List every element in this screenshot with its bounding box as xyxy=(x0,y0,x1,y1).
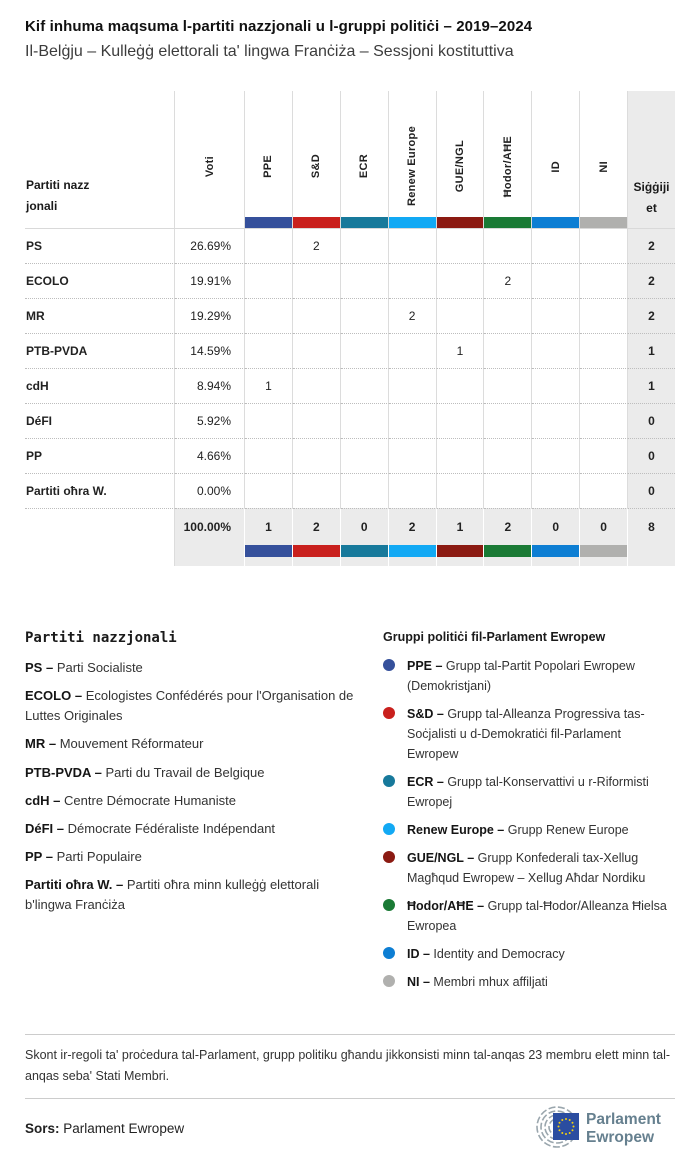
totals-seat-value: 0 xyxy=(360,520,368,534)
party-name: Parti du Travail de Belgique xyxy=(105,764,265,780)
seat-cell xyxy=(245,403,293,438)
group-name: Grupp tal-Alleanza Progressiva tas-Soċjalisti u d-Demokratiċi fil-Parlament Ewropew xyxy=(407,707,645,761)
group-desc xyxy=(407,944,565,964)
party-abbr: MR – xyxy=(25,736,57,752)
seat-cell: 2 xyxy=(484,263,532,298)
group-color-bar xyxy=(437,217,484,228)
legend-party-item xyxy=(25,686,363,726)
legend-political-groups xyxy=(383,630,675,1000)
party-abbr: PP – xyxy=(25,848,53,864)
legend-national-parties xyxy=(25,630,383,1000)
legend-group-item xyxy=(383,848,675,888)
totals-seat-cell xyxy=(389,508,437,566)
source-value: Parlament Ewropew xyxy=(63,1120,185,1136)
seat-cell xyxy=(532,403,580,438)
group-name: Grupp Renew Europe xyxy=(507,823,629,837)
group-abbr: PPE – xyxy=(407,659,443,673)
legend-group-item xyxy=(383,972,675,992)
party-cell: Partiti oħra W. xyxy=(25,473,175,508)
group-color-bar xyxy=(389,217,436,228)
seat-cell xyxy=(484,403,532,438)
column-header-party-label: Partiti nazzjonali xyxy=(26,177,90,214)
legend-group-item xyxy=(383,896,675,936)
seat-cell xyxy=(389,333,437,368)
totals-seat-value: 1 xyxy=(456,520,464,534)
totals-seat-value: 0 xyxy=(552,520,560,534)
group-desc xyxy=(407,772,675,812)
group-color-bar xyxy=(532,545,579,557)
party-name: Centre Démocrate Humaniste xyxy=(64,792,236,808)
seat-cell xyxy=(389,473,437,508)
group-label: Renew Europe xyxy=(406,126,419,207)
group-color-bar xyxy=(580,545,627,557)
total-seats-cell: 1 xyxy=(628,368,675,403)
group-color-bar xyxy=(532,217,579,228)
totals-seat-value: 0 xyxy=(600,520,607,534)
page-subtitle: Il-Belġju – Kulleġġ elettorali ta' lingwa Franċiża – Sessjoni kostituttiva xyxy=(25,43,514,60)
seat-cell xyxy=(341,438,389,473)
legend-party-item xyxy=(25,791,363,811)
seat-cell xyxy=(580,228,628,263)
party-name: Parti Socialiste xyxy=(56,660,143,675)
group-label: GUE/NGL xyxy=(453,140,466,193)
seat-cell xyxy=(437,403,485,438)
seat-cell: 2 xyxy=(293,228,341,263)
group-desc xyxy=(407,848,675,888)
seat-cell xyxy=(245,263,293,298)
seat-cell xyxy=(484,333,532,368)
seat-cell xyxy=(341,228,389,263)
logo-text-line1: Parlament xyxy=(586,1111,661,1129)
legend-party-item xyxy=(25,763,363,783)
totals-seat-cell xyxy=(580,508,628,566)
group-color-bar xyxy=(293,545,340,557)
group-desc xyxy=(407,972,548,992)
seat-cell xyxy=(389,368,437,403)
group-color-bar xyxy=(245,545,292,557)
party-name: Démocrate Fédéraliste Indépendant xyxy=(67,820,276,836)
legend-group-item xyxy=(383,820,675,840)
seat-cell xyxy=(532,473,580,508)
seat-cell xyxy=(532,263,580,298)
column-header-guengl xyxy=(437,91,485,228)
party-name: Ecologistes Confédérés pour l'Organisation de Luttes Originales xyxy=(25,688,354,724)
group-name: Grupp tal-Konservattivi u r-Riformisti Ewropej xyxy=(407,775,649,809)
party-cell: MR xyxy=(25,298,175,333)
legend-group-item xyxy=(383,944,675,964)
seat-cell xyxy=(341,333,389,368)
seat-cell xyxy=(245,473,293,508)
voti-cell: 26.69% xyxy=(175,228,245,263)
seat-cell xyxy=(532,333,580,368)
column-header-ppe xyxy=(245,91,293,228)
seat-cell xyxy=(580,403,628,438)
party-abbr: PS – xyxy=(25,660,54,675)
seat-cell xyxy=(437,263,485,298)
group-color-bar xyxy=(389,545,436,557)
column-header-sd xyxy=(293,91,341,228)
seat-cell xyxy=(484,228,532,263)
totals-seat-cell xyxy=(293,508,341,566)
seat-cell: 1 xyxy=(437,333,485,368)
legend-group-item xyxy=(383,656,675,696)
party-cell: DéFI xyxy=(25,403,175,438)
group-color-dot-icon xyxy=(383,975,395,987)
seat-cell xyxy=(389,403,437,438)
european-parliament-logo xyxy=(523,1105,675,1151)
seat-cell xyxy=(293,368,341,403)
seat-cell xyxy=(580,298,628,333)
totals-total-cell: 8 xyxy=(628,508,675,566)
group-label: Ħodor/AĦE xyxy=(501,135,514,198)
group-name: Membri mhux affiljati xyxy=(433,975,548,989)
seat-cell xyxy=(341,263,389,298)
seat-cell xyxy=(341,403,389,438)
seat-cell xyxy=(389,263,437,298)
voti-cell: 14.59% xyxy=(175,333,245,368)
seat-cell xyxy=(437,368,485,403)
group-label: ECR xyxy=(358,154,371,179)
seat-cell xyxy=(484,298,532,333)
totals-seat-cell xyxy=(437,508,485,566)
group-abbr: Ħodor/AĦE – xyxy=(407,899,485,913)
seat-cell xyxy=(245,228,293,263)
seat-cell xyxy=(437,228,485,263)
party-cell: PS xyxy=(25,228,175,263)
source-row xyxy=(25,1105,675,1151)
party-cell: ECOLO xyxy=(25,263,175,298)
column-header-ni xyxy=(580,91,628,228)
totals-empty-cell xyxy=(25,508,175,566)
group-color-dot-icon xyxy=(383,947,395,959)
seat-cell xyxy=(245,298,293,333)
party-name: Parti Populaire xyxy=(56,848,142,864)
group-label: PPE xyxy=(262,155,275,178)
legend-parties-heading: Partiti nazzjonali xyxy=(25,630,177,646)
group-color-bar xyxy=(484,545,531,557)
totals-voti-cell: 100.00% xyxy=(175,508,245,566)
seat-cell xyxy=(245,333,293,368)
group-color-dot-icon xyxy=(383,707,395,719)
group-abbr: ID – xyxy=(407,947,430,961)
total-seats-cell: 2 xyxy=(628,228,675,263)
group-color-bar xyxy=(293,217,340,228)
source-label: Sors: xyxy=(25,1120,60,1136)
legend-party-item xyxy=(25,847,363,867)
seat-cell xyxy=(532,438,580,473)
footnote-text: Skont ir-regoli ta' proċedura tal-Parlament, grupp politiku għandu jikkonsisti minn tal-anqas 23 membru elett minn tal-anqas seba' Stati Membri. xyxy=(25,1048,671,1083)
total-seats-cell: 2 xyxy=(628,263,675,298)
seat-cell xyxy=(341,473,389,508)
party-cell: PTB-PVDA xyxy=(25,333,175,368)
column-header-ecr xyxy=(341,91,389,228)
seat-cell xyxy=(293,263,341,298)
legend-group-item xyxy=(383,704,675,764)
party-name: Partiti oħra minn kulleġġ elettorali b'lingwa Franċiża xyxy=(25,877,320,913)
seat-cell xyxy=(293,403,341,438)
party-abbr: PTB-PVDA – xyxy=(25,764,102,780)
group-name: Grupp tal-Partit Popolari Ewropew (Demokristjani) xyxy=(407,659,635,693)
seat-cell xyxy=(484,438,532,473)
voti-cell: 5.92% xyxy=(175,403,245,438)
group-name: Identity and Democracy xyxy=(433,947,565,961)
source-text xyxy=(25,1121,184,1136)
group-abbr: NI – xyxy=(407,975,430,989)
seat-cell xyxy=(245,438,293,473)
seat-cell xyxy=(293,298,341,333)
group-desc xyxy=(407,704,675,764)
seat-cell xyxy=(293,438,341,473)
seat-cell xyxy=(437,438,485,473)
logo-text-line2: Ewropew xyxy=(586,1129,655,1147)
seat-cell xyxy=(341,368,389,403)
group-abbr: ECR – xyxy=(407,775,444,789)
group-name: Grupp tal-Ħodor/Alleanza Ħielsa Ewropea xyxy=(407,899,667,933)
legend-party-item xyxy=(25,819,363,839)
totals-seat-cell xyxy=(245,508,293,566)
group-desc xyxy=(407,656,675,696)
group-abbr: GUE/NGL – xyxy=(407,851,475,865)
totals-seat-value: 2 xyxy=(408,520,416,534)
column-header-party xyxy=(25,91,175,228)
group-color-bar xyxy=(341,217,388,228)
legend-party-item xyxy=(25,734,363,754)
eu-flag-icon xyxy=(553,1113,579,1140)
party-abbr: Partiti oħra W. – xyxy=(25,877,124,893)
group-label: ID xyxy=(549,160,562,173)
seat-cell xyxy=(389,438,437,473)
group-color-bar xyxy=(437,545,484,557)
seat-cell: 2 xyxy=(389,298,437,333)
group-label: S&D xyxy=(310,154,323,179)
group-label: NI xyxy=(597,160,610,173)
seat-cell xyxy=(580,438,628,473)
legend-party-item xyxy=(25,658,363,678)
results-table xyxy=(25,91,675,566)
total-seats-cell: 2 xyxy=(628,298,675,333)
totals-seat-cell xyxy=(484,508,532,566)
group-color-bar xyxy=(580,217,627,228)
seat-cell xyxy=(580,263,628,298)
totals-seat-cell xyxy=(532,508,580,566)
column-header-seats xyxy=(628,91,675,228)
totals-seat-cell xyxy=(341,508,389,566)
total-seats-cell: 0 xyxy=(628,438,675,473)
divider xyxy=(25,1034,675,1035)
group-abbr: S&D – xyxy=(407,707,444,721)
totals-seat-value: 2 xyxy=(312,520,320,534)
voti-cell: 19.91% xyxy=(175,263,245,298)
seat-cell xyxy=(437,298,485,333)
seat-cell xyxy=(484,473,532,508)
seat-cell xyxy=(580,333,628,368)
party-abbr: DéFI – xyxy=(25,820,65,836)
group-color-dot-icon xyxy=(383,899,395,911)
column-header-id xyxy=(532,91,580,228)
group-desc xyxy=(407,820,629,840)
seat-cell: 1 xyxy=(245,368,293,403)
group-color-dot-icon xyxy=(383,823,395,835)
seat-cell xyxy=(532,228,580,263)
legend-groups-heading: Gruppi politiċi fil-Parlament Ewropew xyxy=(383,630,606,644)
seat-cell xyxy=(532,298,580,333)
divider xyxy=(25,1098,675,1099)
party-abbr: cdH – xyxy=(25,792,61,808)
group-abbr: Renew Europe – xyxy=(407,823,505,837)
voti-cell: 19.29% xyxy=(175,298,245,333)
group-color-dot-icon xyxy=(383,659,395,671)
legend-section xyxy=(25,630,675,1000)
seat-cell xyxy=(341,298,389,333)
total-seats-cell: 0 xyxy=(628,403,675,438)
column-header-seats-label: Siġġijiet xyxy=(633,179,670,216)
column-header-voti-label: Voti xyxy=(203,155,216,178)
seat-cell xyxy=(580,368,628,403)
group-color-bar xyxy=(484,217,531,228)
group-color-bar xyxy=(341,545,388,557)
column-header-greens xyxy=(484,91,532,228)
totals-seat-value: 1 xyxy=(265,520,272,534)
voti-cell: 8.94% xyxy=(175,368,245,403)
group-desc xyxy=(407,896,675,936)
group-color-dot-icon xyxy=(383,851,395,863)
results-table-grid xyxy=(25,91,675,566)
seat-cell xyxy=(293,333,341,368)
seat-cell xyxy=(580,473,628,508)
legend-group-item xyxy=(383,772,675,812)
seat-cell xyxy=(532,368,580,403)
page-title: Kif inhuma maqsuma l-partiti nazzjonali u l-gruppi politiċi – 2019–2024 xyxy=(25,18,533,35)
party-cell: PP xyxy=(25,438,175,473)
voti-cell: 0.00% xyxy=(175,473,245,508)
seat-cell xyxy=(389,228,437,263)
group-color-bar xyxy=(245,217,292,228)
group-color-dot-icon xyxy=(383,775,395,787)
total-seats-cell: 0 xyxy=(628,473,675,508)
legend-party-item xyxy=(25,875,363,915)
column-header-voti xyxy=(175,91,245,228)
seat-cell xyxy=(484,368,532,403)
party-abbr: ECOLO – xyxy=(25,688,83,704)
total-seats-cell: 1 xyxy=(628,333,675,368)
seat-cell xyxy=(437,473,485,508)
column-header-renew xyxy=(389,91,437,228)
group-name: Grupp Konfederali tax-Xellug Magħqud Ewropew – Xellug Aħdar Nordiku xyxy=(407,851,646,885)
party-cell: cdH xyxy=(25,368,175,403)
party-name: Mouvement Réformateur xyxy=(59,736,204,752)
voti-cell: 4.66% xyxy=(175,438,245,473)
seat-cell xyxy=(293,473,341,508)
totals-seat-value: 2 xyxy=(504,520,512,534)
